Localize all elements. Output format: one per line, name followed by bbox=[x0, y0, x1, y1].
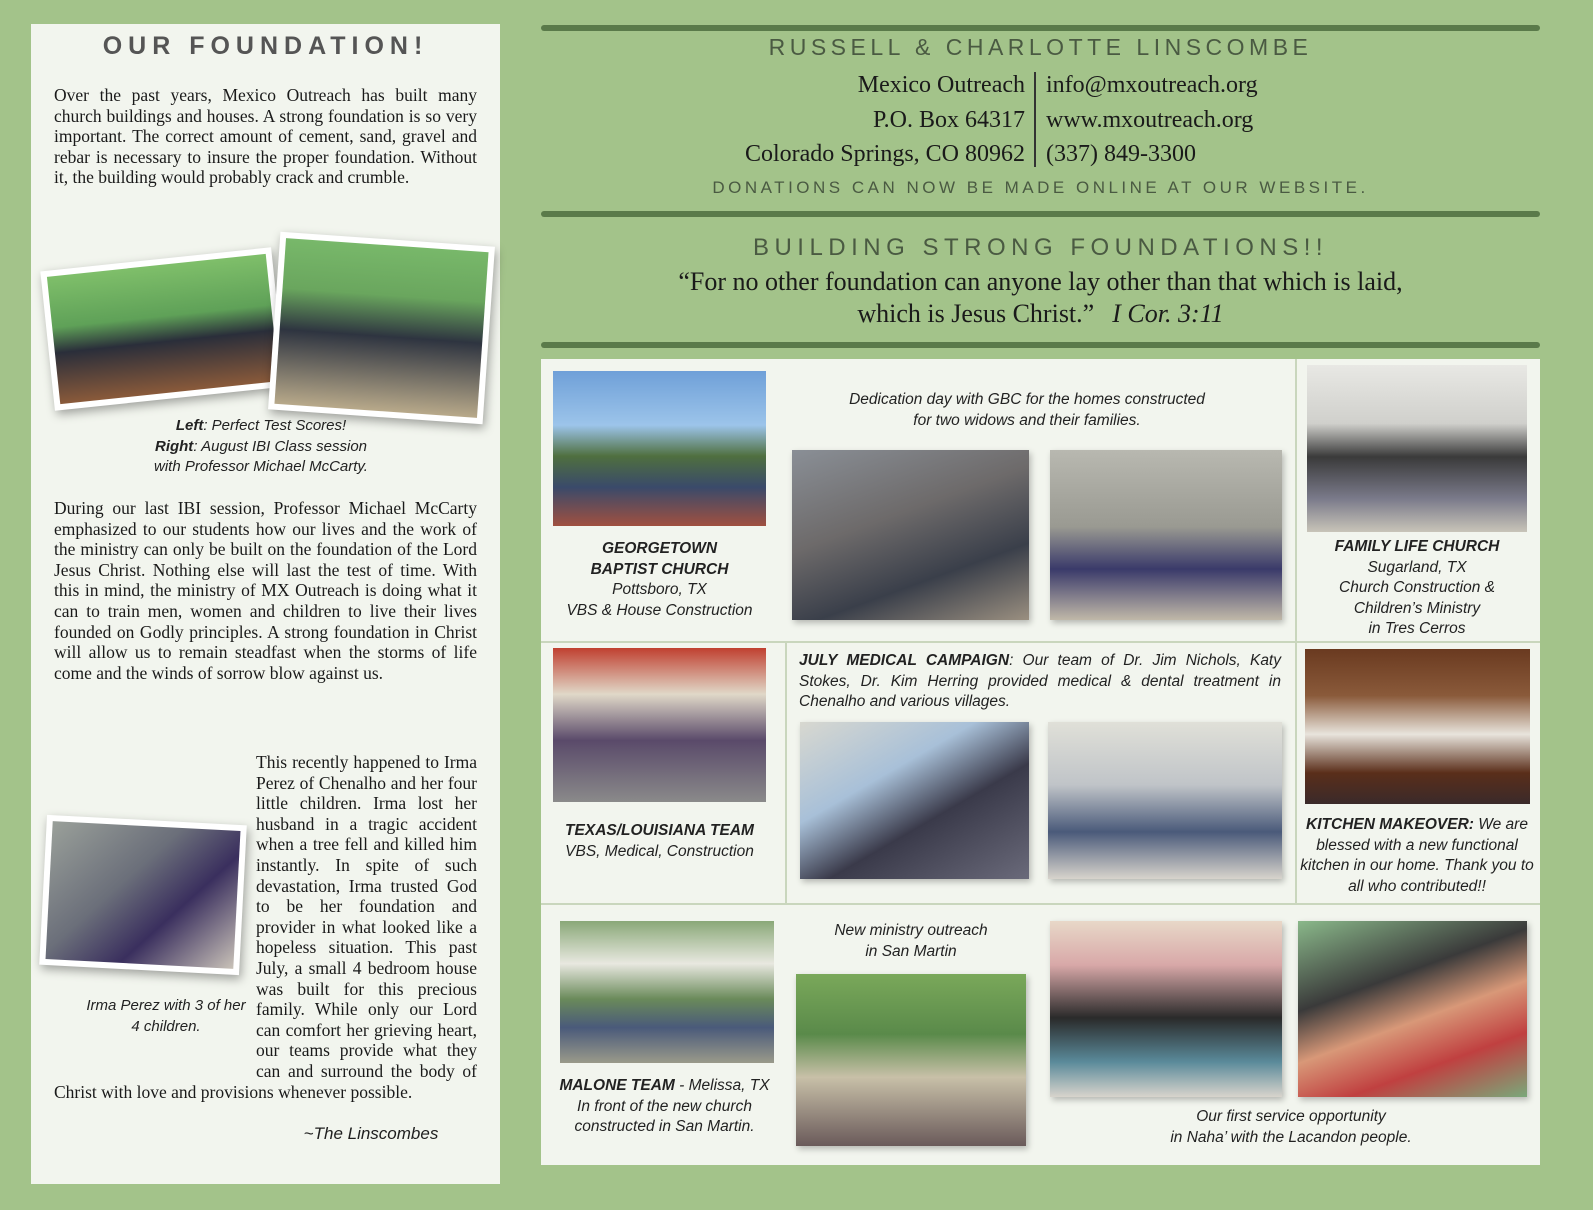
medical-photo-2 bbox=[1048, 722, 1282, 879]
caption-right-text: : August IBI Class session bbox=[193, 437, 367, 455]
medical-campaign-caption bbox=[799, 651, 1281, 713]
header-middle-rule bbox=[541, 211, 1540, 217]
donations-note: DONATIONS CAN NOW BE MADE ONLINE AT OUR WEBSITE. bbox=[712, 178, 1369, 197]
kitchen-photo bbox=[1305, 649, 1530, 804]
dedication-photo-1 bbox=[792, 450, 1029, 620]
medical-campaign-text: : Our team of Dr. Jim Nichols, Katy Stokes, Dr. Kim Herring provided medical & dental treatment in Chenalho and various villages. bbox=[799, 652, 1281, 711]
our-foundation-title: OUR FOUNDATION! bbox=[102, 32, 429, 60]
names-heading: RUSSELL & CHARLOTTE LINSCOMBE bbox=[768, 34, 1313, 60]
irma-photo-caption: Irma Perez with 3 of her 4 children. bbox=[86, 997, 246, 1035]
ibi-paragraph: During our last IBI session, Professor Michael McCarty emphasized to our students how our lives and the work of the ministry can only be built on the foundation of the Lord Jesus Christ. Nothing else will last the test of time. With this in mind, the ministry of MX Outreach is doing what it can to train men, women and children to live their lives founded on Godly principles. A strong foundation in Christ will allow us to remain steadfast when the storms of life come and the winds of sorrow blow against us. bbox=[54, 498, 477, 683]
malone-team-location: - Melissa, TX bbox=[674, 1077, 770, 1094]
org-name: Mexico Outreach bbox=[857, 72, 1025, 98]
san-martin-line-2: in San Martin bbox=[865, 942, 957, 960]
po-box: P.O. Box 64317 bbox=[872, 106, 1025, 133]
naha-line-2: in Naha’ with the Lacandon people. bbox=[1170, 1128, 1412, 1146]
left-column bbox=[31, 24, 500, 1184]
naha-service-photo-1 bbox=[1050, 921, 1282, 1097]
kitchen-caption bbox=[1299, 815, 1535, 897]
family-life-photo bbox=[1307, 365, 1527, 532]
perfect-test-scores-photo bbox=[40, 247, 285, 410]
ibi-class-photo bbox=[268, 232, 495, 425]
texas-louisiana-work: VBS, Medical, Construction bbox=[565, 842, 754, 860]
mailing-address bbox=[745, 68, 1025, 172]
malone-team-label: MALONE TEAM bbox=[559, 1077, 675, 1094]
georgetown-name-2: BAPTIST CHURCH bbox=[590, 560, 729, 578]
family-life-work-1: Church Construction & bbox=[1339, 579, 1495, 597]
georgetown-work: VBS & House Construction bbox=[566, 601, 753, 619]
texas-louisiana-name: TEXAS/LOUISIANA TEAM bbox=[565, 822, 754, 839]
texas-louisiana-caption bbox=[546, 821, 773, 862]
caption-left-label: Left bbox=[175, 417, 204, 434]
address-divider bbox=[1034, 72, 1036, 167]
dedication-photo-2 bbox=[1050, 450, 1282, 620]
header-bottom-rule bbox=[541, 342, 1540, 348]
malone-team-line-2: In front of the new church bbox=[577, 1097, 752, 1115]
dedication-caption: Dedication day with GBC for the homes constructed for two widows and their families. bbox=[849, 391, 1205, 429]
caption-professor-line: with Professor Michael McCarty. bbox=[154, 458, 368, 475]
signature: ~The Linscombes bbox=[303, 1124, 439, 1143]
kitchen-text: We are blessed with a new functional kitchen in our home. Thank you to all who contributed!! bbox=[1300, 816, 1534, 895]
family-life-name: FAMILY LIFE CHURCH bbox=[1334, 538, 1500, 555]
verse-line-1: “For no other foundation can anyone lay other than that which is laid, bbox=[678, 267, 1403, 296]
texas-louisiana-photo bbox=[553, 648, 766, 802]
family-life-work-3: in Tres Cerros bbox=[1368, 620, 1466, 638]
medical-photo-1 bbox=[800, 722, 1029, 879]
verse-reference: I Cor. 3:11 bbox=[1112, 299, 1224, 328]
family-life-caption bbox=[1299, 537, 1535, 640]
naha-service-photo-2 bbox=[1298, 921, 1527, 1097]
phone-number: (337) 849-3300 bbox=[1046, 141, 1196, 167]
scripture-verse bbox=[541, 266, 1540, 330]
malone-team-caption bbox=[546, 1076, 783, 1138]
malone-team-line-3: constructed in San Martin. bbox=[574, 1118, 755, 1136]
caption-right-label: Right bbox=[154, 437, 194, 455]
georgetown-caption bbox=[546, 539, 773, 621]
intro-paragraph: Over the past years, Mexico Outreach has built many church buildings and houses. A strong foundation is so very important. The correct amount of cement, sand, gravel and rebar is necessary to insure the proper foundation. Without it, the building would probably crack and crumble. bbox=[54, 85, 477, 188]
san-martin-caption bbox=[801, 921, 1021, 962]
family-life-location: Sugarland, TX bbox=[1367, 558, 1467, 576]
georgetown-location: Pottsboro, TX bbox=[612, 581, 707, 599]
verse-line-2: which is Jesus Christ.” bbox=[857, 299, 1095, 328]
email-link[interactable]: info@mxoutreach.org bbox=[1046, 72, 1258, 98]
city-state-zip: Colorado Springs, CO 80962 bbox=[744, 141, 1025, 167]
medical-campaign-label: JULY MEDICAL CAMPAIGN bbox=[799, 652, 1010, 669]
kitchen-label: KITCHEN MAKEOVER: bbox=[1306, 816, 1474, 833]
irma-story-text: This recently happened to Irma Perez of Chenalho and her four little children. Irma lost her husband in a tragic accident when a tree fell and killed him instantly. In spite of such devastation, Irma trusted God to be her foundation and provider in what looked like a hopeless situation. This past July, a small 4 bedroom house was built for this precious family. While only our Lord can comfort her grieving heart, our teams provide what they can and surround the body of Christ with love and provisions whenever possible. bbox=[54, 752, 477, 1102]
family-life-work-2: Children’s Ministry bbox=[1353, 599, 1481, 617]
naha-caption bbox=[1101, 1107, 1481, 1148]
ibi-photo-caption bbox=[91, 416, 431, 478]
irma-perez-photo bbox=[39, 815, 247, 975]
header-top-rule bbox=[541, 25, 1540, 31]
malone-team-photo bbox=[560, 921, 774, 1063]
san-martin-photo bbox=[796, 974, 1026, 1146]
naha-line-1: Our first service opportunity bbox=[1196, 1108, 1386, 1125]
website-link[interactable]: www.mxoutreach.org bbox=[1046, 106, 1254, 133]
photo-grid bbox=[541, 359, 1540, 1165]
san-martin-line-1: New ministry outreach bbox=[834, 922, 988, 939]
caption-left-text: : Perfect Test Scores! bbox=[203, 417, 347, 434]
contact-info bbox=[1046, 68, 1258, 172]
theme-title: BUILDING STRONG FOUNDATIONS!! bbox=[752, 234, 1329, 261]
georgetown-name-1: GEORGETOWN bbox=[601, 540, 718, 557]
georgetown-photo bbox=[553, 371, 766, 526]
